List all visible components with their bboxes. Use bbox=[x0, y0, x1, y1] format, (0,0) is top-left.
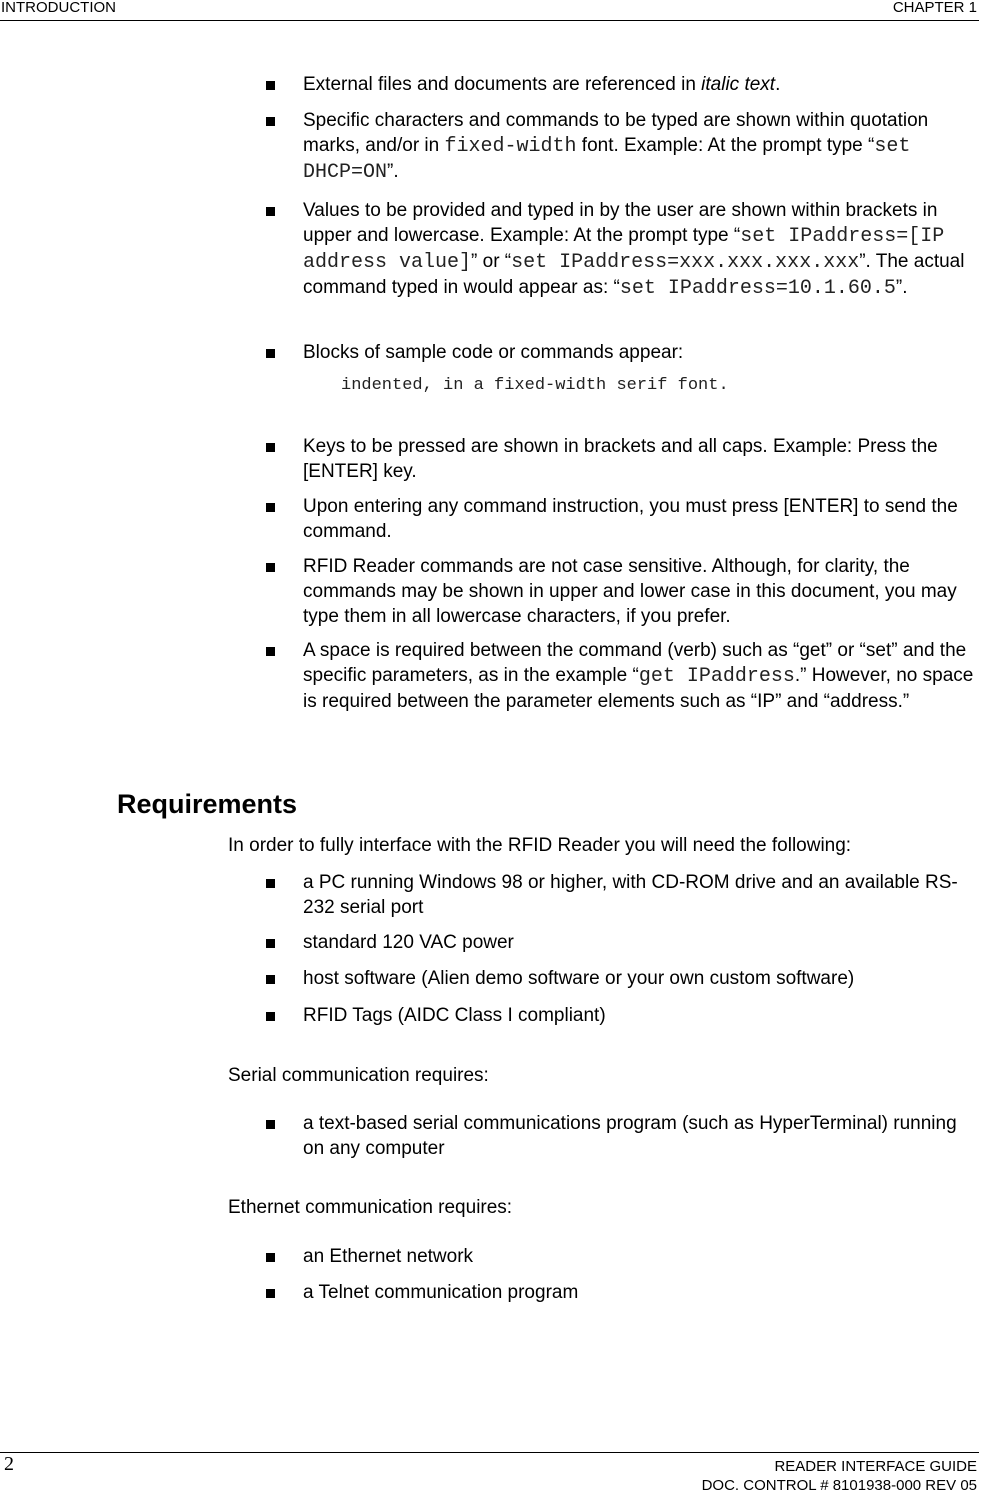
serial-requirement-item: a text-based serial communications program (such as HyperTerminal) running on any computer bbox=[266, 1111, 976, 1161]
section-heading: Requirements bbox=[117, 789, 298, 819]
requirement-item: RFID Tags (AIDC Class I compliant) bbox=[266, 1003, 976, 1028]
page-footer bbox=[0, 1452, 979, 1494]
code-inline: set IPaddress=xxx.xxx.xxx.xxx bbox=[511, 251, 860, 274]
bullet-square-icon bbox=[266, 939, 275, 948]
ethernet-requirement-item: an Ethernet network bbox=[266, 1244, 976, 1269]
footer-doc-control: DOC. CONTROL # 8101938-000 REV 05 bbox=[701, 1477, 977, 1494]
bullet-square-icon bbox=[266, 1289, 275, 1298]
footer-title: READER INTERFACE GUIDE bbox=[774, 1458, 977, 1475]
code-inline: fixed-width bbox=[444, 135, 577, 158]
code-inline: get IPaddress bbox=[638, 665, 795, 688]
bullet-square-icon bbox=[266, 647, 275, 656]
header-section-title: INTRODUCTION bbox=[1, 0, 116, 16]
bullet-square-icon bbox=[266, 1120, 275, 1129]
requirement-item: standard 120 VAC power bbox=[266, 930, 976, 955]
convention-item: Upon entering any command instruction, you must press [ENTER] to send the command. bbox=[266, 494, 976, 544]
bullet-square-icon bbox=[266, 443, 275, 452]
convention-item: External files and documents are referenced in italic text. bbox=[266, 72, 976, 97]
code-inline: set IPaddress=10.1.60.5 bbox=[619, 277, 896, 300]
bullet-square-icon bbox=[266, 879, 275, 888]
convention-item: A space is required between the command (verb) such as “get” or “set” and the specific parameters, as in the example “get IPaddress.” However, no space is required between the parameter elements such as “IP” and “address.” bbox=[266, 638, 976, 714]
convention-item: Values to be provided and typed in by the user are shown within brackets in upper and lowercase. Example: At the prompt type “set IPaddress=[IP address value]” or “set IPaddress=xxx.xxx.xxx.xxx”. The actual command typed in would appear as: “set IPaddress=10.1.60.5”. bbox=[266, 198, 976, 301]
bullet-square-icon bbox=[266, 1253, 275, 1262]
bullet-square-icon bbox=[266, 975, 275, 984]
bullet-square-icon bbox=[266, 117, 275, 126]
italic-example: italic text bbox=[701, 74, 776, 95]
bullet-square-icon bbox=[266, 207, 275, 216]
page-header bbox=[0, 0, 979, 21]
code-inline: set DHCP=ON bbox=[303, 135, 911, 184]
bullet-square-icon bbox=[266, 503, 275, 512]
convention-item: Specific characters and commands to be typed are shown within quotation marks, and/or in fixed-width font. Example: At the prompt type “set DHCP=ON”. bbox=[266, 108, 976, 185]
ethernet-requirement-item: a Telnet communication program bbox=[266, 1280, 976, 1305]
code-inline: set IPaddress=[IP address value] bbox=[303, 225, 945, 274]
serial-intro: Serial communication requires: bbox=[228, 1065, 489, 1086]
requirement-item: a PC running Windows 98 or higher, with CD-ROM drive and an available RS-232 serial port bbox=[266, 870, 976, 920]
requirements-intro: In order to fully interface with the RFID Reader you will need the following: bbox=[228, 835, 852, 856]
bullet-square-icon bbox=[266, 563, 275, 572]
header-chapter: CHAPTER 1 bbox=[892, 0, 977, 16]
convention-item: Keys to be pressed are shown in brackets and all caps. Example: Press the [ENTER] key. bbox=[266, 434, 976, 484]
bullet-square-icon bbox=[266, 349, 275, 358]
bullet-square-icon bbox=[266, 81, 275, 90]
convention-item: Blocks of sample code or commands appear: bbox=[266, 340, 976, 365]
page-number: 2 bbox=[4, 1453, 14, 1475]
code-sample: indented, in a fixed-width serif font. bbox=[341, 376, 729, 395]
requirement-item: host software (Alien demo software or your own custom software) bbox=[266, 966, 976, 991]
bullet-square-icon bbox=[266, 1012, 275, 1021]
convention-item: RFID Reader commands are not case sensitive. Although, for clarity, the commands may be shown in upper and lower case in this document, you may type them in all lowercase characters, if you prefer. bbox=[266, 554, 976, 629]
ethernet-intro: Ethernet communication requires: bbox=[228, 1197, 513, 1218]
